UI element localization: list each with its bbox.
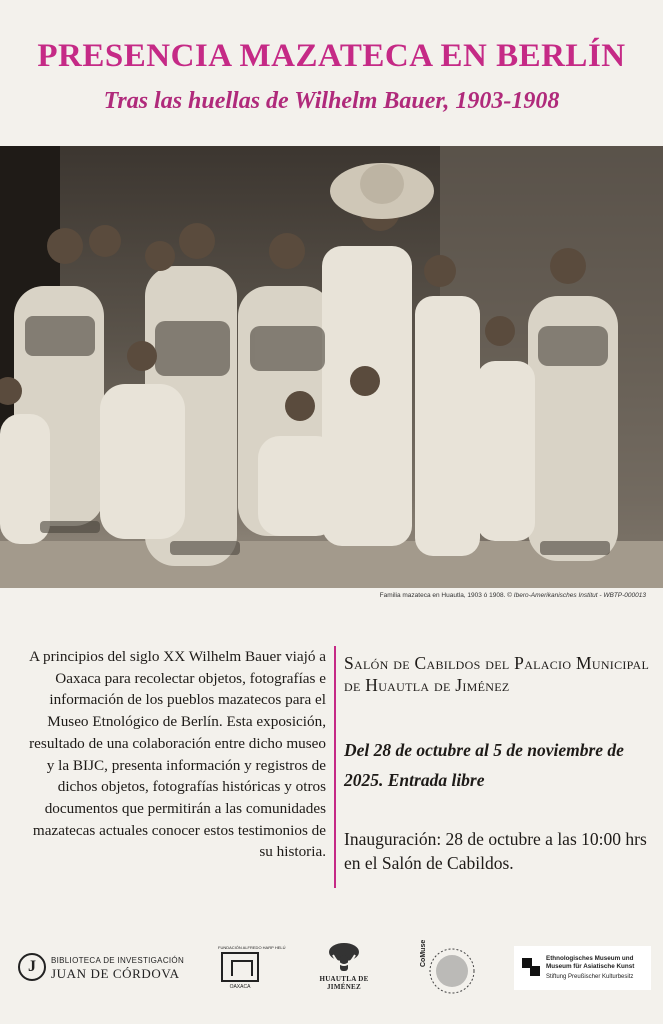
- emak-mark-icon: [522, 958, 540, 976]
- comuse-logo: [418, 941, 478, 1001]
- dates-text: Del 28 de octubre al 5 de noviembre de 2025. Entrada libre: [344, 740, 624, 790]
- poster-subtitle: Tras las huellas de Wilhelm Bauer, 1903-1908: [103, 88, 560, 114]
- historical-family-photo: [0, 146, 663, 588]
- sponsor-logos: [0, 935, 663, 1005]
- bijc-seal-icon: J: [18, 953, 46, 981]
- faha-logo-top: FUNDACIÓN ALFREDO HARP HELÚ: [218, 945, 286, 950]
- exhibition-description: A principios del siglo XX Wilhelm Bauer viajó a Oaxaca para recolectar objetos, fotografías e información de los pueblos mazatecos para el Museo Etnológico de Berlín. Esta exposición, resultado de una colaboración entre dicho museo y la BIJC, presenta información y registros de dichos objetos, fotografías históricas y otros documentos que permitirán a las comunidades mazatecas actuales conocer estos testimonios de su historia.: [29, 648, 326, 861]
- huautla-logo: [318, 941, 370, 1001]
- emak-logo-line3: Stiftung Preußischer Kulturbesitz: [546, 974, 634, 980]
- opening-text: Inauguración: 28 de octubre a las 10:00 hrs en el Salón de Cabildos.: [344, 829, 647, 873]
- venue-text: Salón de Cabildos del Palacio Municipal de Huautla de Jiménez: [344, 653, 650, 695]
- emak-logo-line1: Ethnologisches Museum und: [546, 955, 634, 962]
- column-divider: [334, 646, 336, 888]
- bijc-logo-line1: BIBLIOTECA DE INVESTIGACIÓN: [51, 956, 185, 965]
- faha-logo-bottom: OAXACA: [229, 984, 251, 990]
- bijc-logo: [18, 953, 185, 987]
- emak-logo: [514, 946, 651, 990]
- comuse-ring-icon: [418, 941, 478, 1001]
- mushroom-emblem-icon: [327, 941, 361, 975]
- poster-title: PRESENCIA MAZATECA EN BERLÍN: [37, 38, 626, 74]
- photo-caption-credit: Ibero-Amerikanisches Institut - WBTP-000013: [513, 592, 646, 599]
- photo-caption-main: Familia mazateca en Huautla, 1903 ó 1908. ©: [379, 592, 514, 599]
- faha-building-icon: [221, 952, 259, 982]
- photo-caption: [380, 592, 646, 599]
- faha-logo: [218, 945, 286, 997]
- family-photo-illustration: [0, 146, 663, 588]
- bijc-logo-line2: JUAN DE CÓRDOVA: [51, 966, 180, 981]
- emak-logo-line2: Museum für Asiatische Kunst: [546, 963, 635, 970]
- huautla-logo-name: HUAUTLA DE JIMÉNEZ: [319, 975, 369, 991]
- comuse-logo-label: CoMuse: [420, 939, 427, 967]
